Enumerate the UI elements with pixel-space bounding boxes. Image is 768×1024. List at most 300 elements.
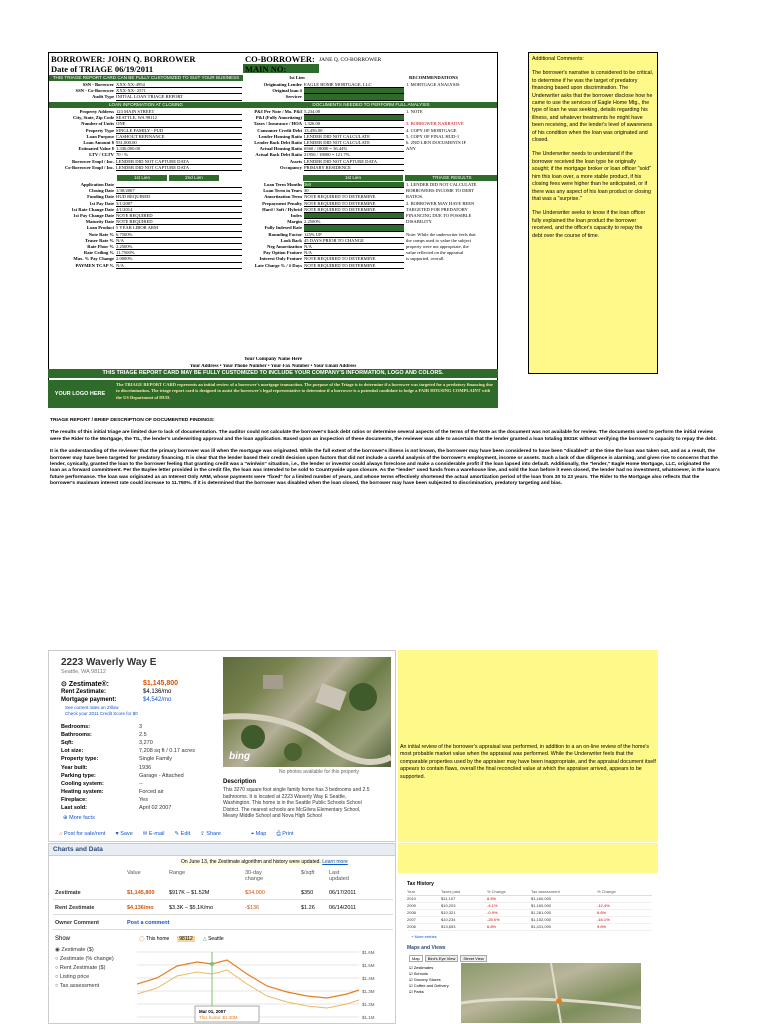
field-value: 6.7500% — [116, 232, 242, 238]
tab-map[interactable]: Map — [409, 955, 423, 962]
tax-cell: 2009 — [407, 903, 416, 908]
chart-option[interactable]: ◉ Zestimate ($) — [55, 947, 94, 953]
tooltip-value: This home: $1.30M — [199, 1015, 238, 1020]
tax-cell: $1,281,000 — [531, 910, 552, 915]
field-value: N/A — [304, 250, 404, 256]
fact-label: Fireplace: — [61, 796, 87, 803]
print-button[interactable]: ⎙ Print — [276, 831, 294, 837]
field-value: 125% UP — [304, 232, 404, 238]
field-label: Estimated Value $ — [78, 146, 114, 152]
recommendation: 4. COPY OF MORTGAGE — [406, 127, 457, 133]
post-for-sale-button[interactable]: ⌂ Post for sale/rent — [59, 831, 106, 837]
tax-cell: 6.6% — [597, 910, 607, 915]
tax-cell: $13,653 — [441, 924, 456, 929]
field-label: Late Charge % / # Days — [254, 262, 302, 268]
series-this-home[interactable] — [137, 960, 359, 998]
field-value: LENDER DID NOT CAPTURE DATA — [116, 165, 242, 171]
field-value: NOTE REQUIRED TO DETERMINE — [304, 256, 404, 262]
charts-and-data — [48, 843, 396, 1024]
home-icon: ⌂ — [59, 831, 63, 837]
recommendation: BORROWERS INCOME TO DEBT — [406, 188, 475, 194]
maps-title: Maps and Views — [407, 945, 446, 951]
chart-option[interactable]: ○ Tax assessment — [55, 983, 100, 989]
field-label: Loan Product — [86, 225, 114, 231]
field-label: Loan Term in Years — [263, 188, 302, 194]
field-value: SEATTLE, WA 98112 — [116, 115, 242, 121]
edit-button[interactable]: ✎ Edit — [174, 831, 191, 837]
field-label: Servicer — [285, 94, 302, 100]
findings-section — [50, 418, 720, 494]
field-value: 13,456.00 — [304, 128, 404, 134]
field-value: LENDER DID NOT CALCULATE — [304, 134, 404, 140]
disclaimer: The TRIAGE REPORT CARD represents an initial review of a borrower's mortgage transaction. The purpose of the Triage is to determine if a borrower was targeted for a predatory financing due to discrimination. The triage report card is designed to assist the borrower's legal representative to determine if a borrower is a potential candidate to lodge a FAIR HOUSING COMPLAINT with the US Department of HUD. — [112, 380, 498, 408]
field-label: Rate Ceiling % — [83, 250, 114, 256]
field-value: NOTE REQUIRED TO DETERMINE — [304, 263, 404, 269]
field-label: Closing Date — [88, 188, 114, 194]
field-label: Borrower Empl / Inc. — [72, 158, 114, 164]
tax-cell: -4.1% — [487, 903, 498, 908]
radio-icon[interactable]: ○ — [55, 956, 60, 962]
field-label: Loan Amount $ — [83, 140, 114, 145]
email-button[interactable]: ✉ E-mail — [142, 831, 165, 837]
field-label: 1st Pay Date — [89, 200, 114, 206]
mid-section — [49, 109, 497, 173]
field-label: City, State, Zip Code — [73, 115, 114, 121]
appraisal-review — [398, 650, 658, 842]
more-facts-link[interactable]: ⊕ More facts — [63, 815, 95, 821]
additional-comments — [528, 52, 658, 374]
col-updated: Last updated — [329, 870, 349, 882]
recommendation: 1. LENDER DID NOT CALCULATE — [406, 182, 477, 187]
aerial-photo[interactable] — [223, 657, 391, 767]
field-label: Loan Purpose — [86, 133, 114, 139]
tax-row — [407, 924, 652, 931]
chart-option[interactable]: ○ Zestimate (% change) — [55, 956, 114, 962]
fact-label: Bathrooms: — [61, 732, 92, 739]
field-label: Occupancy — [280, 164, 302, 170]
field-value: LENDER DID NOT CAPTURE DATA — [116, 159, 242, 165]
fact-value: April 02 2007 — [139, 805, 172, 811]
field-value: SINGLE FAMILY - PUD — [116, 128, 242, 134]
tax-history — [405, 875, 655, 1024]
docs-needed-header: DOCUMENTS NEEDED TO PERFORM FULL ANALYSIS — [243, 102, 498, 108]
map-layer[interactable]: ☑ Parks — [409, 989, 424, 994]
show-label: Show — [55, 936, 71, 942]
coborrower-value: JANE Q. CO-BORROWER — [319, 57, 382, 63]
recommendation: TARGETED FOR PREDATORY — [406, 206, 468, 212]
listing-address[interactable]: 2223 Waverly Way E — [61, 657, 157, 668]
legend-this-home[interactable]: ◯ This home — [139, 936, 170, 942]
legend-city[interactable]: △ Seattle — [202, 936, 224, 942]
field-label: Neg Amortization — [267, 244, 302, 249]
field-value: LENDER DID NOT CALCULATE — [304, 140, 404, 146]
field-label: Teaser Rate % — [85, 237, 114, 243]
field-value: NOTE REQUIRED — [116, 219, 242, 225]
field-value: 5,234.00 — [304, 109, 404, 115]
description-text: This 3270 square foot single family home has 3 bedrooms and 2.5 bathrooms. It is located at 2223 Waverly Way E Seattle, Washington. This home is in the Seattle Public Schools School District. The nearest schools are McGilvra Elementary School, Meany Middle School and Nova High School — [223, 787, 370, 819]
field-value: INITIAL LOAN TRIAGE REPORT — [116, 94, 242, 100]
fact-label: Heating system: — [61, 788, 104, 795]
field-label: Original loan # — [272, 88, 302, 94]
form-row — [49, 263, 497, 269]
field-label: Originating Lender — [263, 82, 302, 87]
fact-label: Cooling system: — [61, 780, 104, 787]
recommendation: ANY — [406, 146, 416, 152]
zestimate-row — [53, 886, 393, 900]
field-value: 4/1/2014 — [116, 207, 242, 213]
share-button[interactable]: ⇪ Share — [200, 831, 221, 837]
field-label: Lender Housing Ratio — [258, 133, 302, 139]
no-photos-text: No photos available for this property — [279, 769, 360, 775]
field-value: ONE — [116, 121, 242, 127]
comment-paragraph-2: The Underwriter needs to understand if the borrower received the loan type he originally sought; if the mortgage broker or loan officer "sold" him this loan over, a more stable product, if his closing fees were higher than he anticipated, or if there was any aspect of his loan product or closing that was a "surprise." — [532, 151, 652, 202]
zestimate-row — [53, 901, 393, 915]
field-label: Number of Units — [81, 121, 114, 127]
tax-cell: 8.5% — [487, 896, 497, 901]
tax-cell: 2007 — [407, 917, 416, 922]
fact-label: Lot size: — [61, 748, 84, 755]
comments-title: Additional Comments: — [532, 56, 584, 62]
legend-zip[interactable]: 98112 — [179, 936, 193, 942]
y-tick-label: $1.5M — [362, 963, 375, 968]
tax-cell: -0.9% — [487, 910, 498, 915]
coborrower-label: CO-BORROWER: — [245, 54, 315, 64]
appraisal-yellow-fill — [398, 843, 658, 873]
borrower-label: BORROWER: JOHN Q. BORROWER — [51, 54, 196, 64]
listing-city: Seattle, WA 98112 — [61, 669, 106, 675]
map-layer[interactable]: ☑ Schools — [409, 971, 428, 976]
field-value: N/A — [304, 244, 404, 250]
fact-label: Parking type: — [61, 772, 96, 779]
field-value: 21956 / 18000 = 121.7% — [304, 152, 404, 158]
field-label: Look Back — [280, 237, 302, 243]
map-layers — [409, 965, 459, 995]
rates-link[interactable]: See current rates on Zillow — [65, 705, 119, 710]
row-change: -$136 — [245, 905, 260, 911]
field-value: N/A — [116, 263, 242, 269]
recommendation: 1. MORTGAGE ANALYSIS — [406, 82, 460, 87]
tax-cell: -12.4% — [597, 903, 610, 908]
row-sqft: $350 — [301, 890, 314, 896]
zillow-listing — [48, 650, 396, 842]
fact-value: 1936 — [139, 764, 152, 771]
chart-option[interactable]: ○ Listing price — [55, 974, 90, 980]
map-layer[interactable]: ☑ Zestimates — [409, 965, 434, 970]
tax-row — [407, 903, 652, 910]
y-tick-label: $1.1M — [362, 1015, 375, 1020]
fact-value: Single Family — [139, 756, 173, 763]
checkbox-icon[interactable]: ☑ — [409, 971, 414, 976]
map-layer[interactable]: ☑ Coffee and Delivery — [409, 983, 449, 988]
field-label: 1st Rate Change Date — [71, 206, 114, 212]
col-change: 30-day change — [245, 870, 264, 882]
y-tick-label: $1.4M — [362, 976, 375, 981]
fact-value: 3,270 — [139, 740, 153, 747]
field-label: SSN - Borrower — [82, 82, 114, 87]
field-label: Actual Back Debt Ratio — [255, 152, 302, 158]
map-tabs — [409, 955, 487, 962]
field-label: Lender Back Debt Ratio — [254, 140, 302, 145]
field-value: 1,326.00 — [304, 121, 404, 127]
field-value: 11.7500% — [116, 250, 242, 256]
plus-icon: ⊕ — [63, 815, 70, 821]
tax-cell: 9.6% — [597, 924, 607, 929]
radio-icon[interactable]: ○ — [55, 965, 60, 971]
field-label: LTV / CLTV — [89, 152, 114, 158]
mortgage-label: Mortgage payment: — [61, 697, 117, 703]
top-section — [49, 82, 497, 101]
field-label: Fully Indexed Rate — [264, 225, 302, 231]
field-value: 360 — [304, 182, 404, 188]
fact-value: 2.5 — [139, 732, 147, 739]
field-label: Funding Date — [87, 194, 114, 200]
tax-table — [407, 889, 652, 931]
company-contact: Your Address • Your Phone Number • Your Fax Number • Your Email Address — [189, 364, 357, 369]
triage-date: Date of TRIAGE 06/19/2011 — [51, 64, 154, 74]
field-label: Rounding Factor — [268, 231, 302, 237]
col-sqft: $/sqft — [301, 870, 315, 876]
recommendation: 1. NOTE — [406, 109, 423, 114]
triage-results-bar: TRIAGE RESULTS — [405, 175, 498, 181]
recommendation: Note: While the underwriter feels that — [406, 231, 476, 237]
field-value: NOTE REQUIRED TO DETERMINE — [304, 201, 404, 207]
field-label: PAYMEN TCAP % — [75, 262, 114, 268]
row-range: $3.3K – $5.1K/mo — [169, 905, 214, 911]
appraisal-text: An initial review of the borrower's appraisal was performed, in addition to a an on-line review of the home's most probable market value when the appraisal was performed. While the Underwriter feels that the comparable properties used by the appraiser may have been inappropriate, and the appraisal document itself appears to contain flaws, overall the final reconciled value at which the appraiser arrived, appears to be supported. — [400, 744, 656, 780]
y-tick-label: $1.2M — [362, 1002, 375, 1007]
field-label: Rate Floor % — [87, 244, 114, 249]
tax-row — [407, 910, 652, 917]
tax-cell: $10,203 — [441, 903, 456, 908]
field-value: HUD REQUIRED — [116, 194, 242, 200]
fact-value: Forced air — [139, 788, 164, 795]
triage-report-card — [48, 52, 498, 390]
tax-cell: $1,160,000 — [531, 903, 552, 908]
y-tick-label: $1.3M — [362, 989, 375, 994]
fact-value: 3 — [139, 724, 143, 730]
tax-cell: $10,321 — [441, 910, 456, 915]
credit-score-link[interactable]: Check your 2011 Credit Score for $0 — [65, 711, 138, 716]
recommendation: 2. BORROWER MAY HAVE BEEN — [406, 200, 475, 206]
zestimate-row: ⊙ Zestimate®: — [61, 681, 109, 688]
field-label: Pay Option Feature — [263, 250, 302, 256]
rent-label: Rent Zestimate: — [61, 689, 107, 695]
chart-option[interactable]: ○ Rent Zestimate ($) — [55, 965, 106, 971]
recommendation: DISABILITY. — [406, 219, 433, 225]
field-value: PRIMARY RESIDENCE — [304, 165, 404, 171]
map-button[interactable]: ⌖ Map — [250, 831, 267, 837]
row-range: $917K – $1.52M — [169, 890, 210, 896]
radio-icon[interactable]: ○ — [55, 983, 60, 989]
recommendation: FINANCING DUE TO POSSIBLE — [406, 213, 472, 218]
fact-label: Property type: — [61, 756, 99, 763]
map-icon: ⌖ — [250, 831, 255, 837]
checkbox-icon[interactable]: ☑ — [409, 983, 414, 988]
series-zip[interactable] — [137, 970, 359, 1008]
recommendation: 6. 2ND LIEN DOCUMENTS IF — [406, 140, 467, 145]
tax-cell: 6.8% — [487, 924, 497, 929]
tax-header: % Change — [487, 889, 506, 894]
field-value: NOTE REQUIRED TO DETERMINE — [304, 194, 404, 200]
tab-street-view[interactable]: Street View — [460, 955, 486, 962]
tax-header: % Change — [597, 889, 616, 894]
field-value: 70 / % — [116, 152, 242, 158]
recommendation: value reflected on the appraisal — [406, 250, 464, 256]
checkbox-icon[interactable]: ☑ — [409, 965, 414, 970]
tax-cell: 2008 — [407, 910, 416, 915]
map-layer[interactable]: ☑ Grocery Stores — [409, 977, 441, 982]
listing-action-bar — [59, 831, 389, 838]
field-value: 1,330,000.00 — [116, 146, 242, 152]
fact-value: -- — [139, 780, 143, 787]
field-value: NOTE REQUIRED — [116, 213, 242, 219]
comment-paragraph-1: The borrower's narrative is considered to be critical, to determine if he was the target of predatory financing based upon discrimination. The Underwriter asks that the borrower disclose how he came to use the services of Eagle Home Mtg., the type of loan he was seeking, details regarding his illness, and whatever treatments he might have been receiving, and the lender's level of awareness of his condition when the loan was originated and closed. — [532, 70, 654, 144]
form-row — [49, 165, 497, 171]
share-icon: ⇪ — [200, 831, 205, 837]
zestimate-row — [53, 916, 393, 930]
col-range: Range — [169, 870, 186, 876]
tab-birds-eye[interactable]: Bird's Eye View — [425, 955, 459, 962]
heart-icon: ♥ — [115, 831, 119, 837]
field-label: Assets — [289, 158, 302, 164]
row-value: $4,136/mo — [127, 905, 154, 911]
print-icon: ⎙ — [276, 831, 281, 837]
fact-value: Garage - Attached — [139, 772, 184, 779]
charts-title: Charts and Data — [49, 844, 395, 856]
tax-row — [407, 917, 652, 924]
field-label: Audit Type — [92, 94, 114, 100]
tax-title: Tax History — [407, 881, 434, 887]
field-label: Taxes / Insurance / HOA — [253, 121, 302, 127]
field-label: Actual Housing Ratio — [259, 146, 302, 152]
field-label: Prepayment Penalty — [262, 200, 302, 206]
field-value: 2.2500% — [304, 219, 404, 225]
field-value — [304, 94, 404, 100]
row-updated: 06/14/2011 — [329, 905, 357, 911]
description-title: Description — [223, 779, 257, 785]
form-row — [49, 94, 497, 100]
mail-icon: ✉ — [142, 831, 148, 837]
tax-header: Taxes paid — [441, 889, 461, 894]
findings-title: TRIAGE REPORT / BRIEF DESCRIPTION OF DOCUMENTED FINDINGS: — [50, 418, 215, 423]
more-entries-link[interactable]: + More entries — [411, 934, 437, 939]
pencil-icon: ✎ — [174, 831, 180, 837]
radio-checked-icon[interactable]: ◉ — [55, 947, 62, 953]
field-label: Note Rate % — [88, 231, 114, 237]
field-value: EAGLE HOME MORTGAGE, LLC — [304, 82, 404, 88]
bing-logo: bing — [229, 751, 251, 762]
company-name: Your Company Name Here — [243, 357, 302, 362]
row-sqft: $1.26 — [301, 905, 315, 911]
fact-label: Bedrooms: — [61, 724, 91, 730]
row-label: Zestimate — [55, 890, 81, 896]
chart-options — [55, 946, 135, 991]
customize-banner-2: THIS TRIAGE REPORT CARD MAY BE FULLY CUSTOMIZED TO INCLUDE YOUR COMPANY'S INFORMATION, LOGO AND COLORS. — [48, 369, 498, 378]
tax-cell: 2010 — [407, 896, 416, 901]
satellite-map-icon — [461, 963, 641, 1023]
field-value: 5 YEAR LIBOR ARM — [116, 225, 242, 231]
field-value: 30 — [304, 188, 404, 194]
tax-cell: -25.0% — [487, 917, 500, 922]
field-label: Co-Borrower Empl / Inc. — [64, 164, 114, 170]
radio-icon[interactable]: ○ — [55, 974, 60, 980]
field-label: Consumer Credit Debt — [257, 127, 302, 133]
fact-value: Yes — [139, 796, 148, 803]
learn-more-link[interactable]: Learn more — [322, 859, 348, 865]
tax-cell: $1,152,000 — [531, 917, 552, 922]
field-label: Interest Only Feature — [259, 256, 302, 262]
field-label: P&I Per Note / Mo. P&I — [254, 109, 302, 114]
chart-legend — [139, 936, 224, 942]
tax-cell: $11,107 — [441, 896, 456, 901]
y-tick-label: $1.6M — [362, 950, 375, 955]
row-label: Owner Comment — [55, 920, 100, 926]
field-label: SSN - Co-Borrower — [75, 88, 114, 94]
save-button[interactable]: ♥ Save — [115, 831, 133, 837]
chart-tooltip — [195, 1006, 259, 1022]
checkbox-icon[interactable]: ☑ — [409, 977, 414, 982]
fact-label: Last sold: — [61, 805, 87, 811]
rent-value: $4,136/mo — [143, 689, 172, 695]
field-label: Max. % Pay Change — [73, 256, 114, 262]
recommendation: 5. COPY OF FINAL HUD-1 — [406, 133, 460, 139]
logo-placeholder: YOUR LOGO HERE — [48, 380, 112, 408]
first-lien-bar-2: 1st Lien — [303, 175, 403, 181]
field-value: XXX-XX-4954 — [116, 82, 242, 88]
mortgage-value[interactable]: $4,542/mo — [143, 697, 172, 703]
tax-cell: 2006 — [407, 924, 416, 929]
fact-value: 7,208 sq ft / 0.17 acres — [139, 748, 195, 755]
bottom-section — [49, 182, 497, 270]
field-label: Index — [290, 213, 302, 218]
recommendation: 3. BORROWER NARRATIVE — [406, 121, 464, 127]
fact-label: Sqft: — [61, 740, 74, 747]
field-value: 2.2500% — [116, 244, 242, 250]
row-value[interactable]: Post a comment — [127, 920, 170, 926]
findings-paragraph-2: It is the understanding of the reviewer that the primary borrower was ill when the mortgage was originated. While the full extent of the borrower's illness is not known, the borrower may have been considered to have been "disabled" at the time the loan was taken out, and as a result, the borrower may have been targeted for predatory financing. It is clear that the lender based their credit decision upon factors that did not include a careful analysis of the borrower's employment, income or assets. Such a lack of due diligence is alarming, and gives rise to concerns that the lender, cynically, granted the loan to the borrower feeling that granting credit was a "win/win" situation, i.e., the lender or investor could always foreclose and make a considerable profit if the loan lapsed into default. Additionally, the "lender," Eagle Home Mortgage, LLC, originated the loan as a forward commitment. Per the Baylee letter provided in the credit file, the loan was intended to be sold to Countrywide upon closure. As the "lender" used funds from a warehouse line, and sold the loan before it even closed, the lender had no investment, whatsoever, in the loan's future performance. The loan was originated as an Interest Only ARM, whose payments were "fixed" for a limited number of years, and whose terms effectively shortened the actual amortization period of the loan from 30 to 23 years. The Rider to the Mortgage also reflects that the borrower's maximum interest rate could increase to 11.750%. If it is determined that the borrower was disabled when the loan closed, the borrower may have been subjected to discrimination, predatory targeting and bias. — [50, 449, 720, 487]
field-label: Property Address — [79, 109, 114, 114]
row-value: $1,145,800 — [127, 890, 155, 896]
tax-cell: $1,431,000 — [531, 924, 552, 929]
tax-cell: -16.1% — [597, 917, 610, 922]
field-label: Property Type — [85, 127, 114, 133]
update-note: On June 13, the Zestimate algorithm and history were updated. Learn more — [181, 859, 348, 865]
field-label: Maturity Date — [85, 219, 114, 225]
tooltip-date: Mar 01, 2007 — [199, 1009, 226, 1014]
field-label: Amortization Term — [264, 194, 302, 200]
field-value: 6560 / 18000 = 36.44% — [304, 146, 404, 152]
recommendation: property were not appropriate, the — [406, 244, 469, 249]
loan-info-header: LOAN INFORMATION AT CLOSING — [49, 102, 243, 108]
recommendation: the comps used to value the subject — [406, 237, 472, 243]
row-change: $34,000 — [245, 890, 265, 896]
customize-banner: THIS TRIAGE REPORT CARD CAN BE FULLY CUSTOMIZED TO SUIT YOUR BUSINESS — [49, 75, 243, 81]
field-value: NOTE REQUIRED TO DETERMINE — [304, 207, 404, 213]
map-view[interactable] — [461, 963, 641, 1023]
field-label: Loan Term Months — [263, 182, 302, 187]
col-value: Value — [127, 870, 141, 876]
checkbox-icon[interactable]: ☑ — [409, 989, 414, 994]
zestimate-chart[interactable] — [137, 944, 393, 1024]
field-value: N/A — [116, 238, 242, 244]
tax-header: Year — [407, 889, 416, 894]
first-lien-bar: 1st Lien — [117, 175, 167, 181]
zestimate-icon: ⊙ — [61, 681, 69, 688]
recommendation: is supported, overall. — [406, 256, 445, 262]
tax-cell: $10,234 — [441, 917, 456, 922]
field-label: Application Date — [80, 182, 114, 187]
hover-point[interactable] — [210, 962, 214, 966]
